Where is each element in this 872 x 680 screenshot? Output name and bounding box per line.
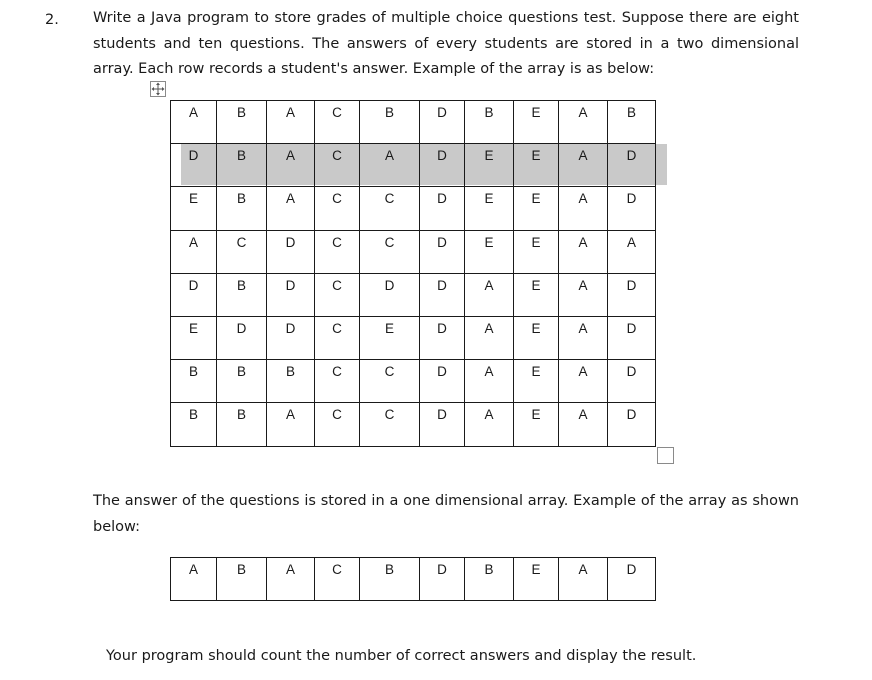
answer-cell[interactable] (171, 144, 217, 187)
answer-cell-text: A (285, 191, 295, 207)
answer-key-cell[interactable] (420, 558, 465, 601)
answer-cell-text: D (626, 320, 637, 336)
answer-cell-text: A (578, 277, 588, 293)
question-paragraph-2: The answer of the questions is stored in a one dimensional array. Example of the array as shown below: (93, 493, 799, 535)
answer-cell-text: A (285, 148, 295, 164)
answer-cell-text: C (332, 148, 342, 164)
answer-cell-text: D (437, 364, 447, 380)
answer-cell-text: D (626, 148, 637, 164)
answer-cell-text: A (188, 105, 198, 120)
answer-key-cell[interactable] (465, 558, 514, 601)
answer-cell[interactable] (267, 144, 315, 187)
question-final-line: Your program should count the number of correct answers and display the result. (106, 648, 697, 664)
answer-cell-text: D (437, 407, 447, 423)
table-row (171, 144, 656, 187)
answer-cell-text: B (626, 105, 636, 120)
question-paragraph-1: Write a Java program to store grades of multiple choice questions test. Suppose there are eight students and ten questions. The answers of every students are stored in a two dimensional array. Each row records a student's answer. Example of the array is as below: (93, 10, 799, 77)
answer-cell-text: E (188, 320, 198, 336)
answer-cell[interactable] (315, 360, 360, 403)
answer-cell-text: C (332, 105, 342, 120)
answer-cell-text: E (531, 407, 541, 423)
answer-key-cell-text: E (531, 562, 541, 577)
answer-cell-text: D (437, 148, 447, 164)
answer-cell[interactable] (514, 316, 559, 359)
answer-cell[interactable] (171, 230, 217, 273)
answer-cell-text: B (236, 277, 246, 293)
answer-cell-text: A (484, 407, 494, 423)
answer-cell-text: C (384, 407, 395, 423)
answer-cell-text: B (188, 364, 198, 380)
answer-cell-text: A (484, 364, 494, 380)
answer-cell[interactable] (267, 273, 315, 316)
answer-key-cell-text: B (236, 562, 246, 577)
answer-cell[interactable] (465, 187, 514, 230)
answer-cell-text: C (236, 234, 247, 250)
answer-key-cell[interactable] (514, 558, 559, 601)
answer-cell-text: E (531, 364, 541, 380)
resize-square-icon[interactable] (657, 447, 674, 464)
answer-cell[interactable] (267, 360, 315, 403)
answer-cell-text: C (384, 191, 395, 207)
answer-cell-text: C (332, 407, 342, 423)
answer-cell[interactable] (465, 316, 514, 359)
answer-cell[interactable] (559, 230, 608, 273)
answer-cell[interactable] (608, 187, 656, 230)
answer-cell-text: B (236, 148, 246, 164)
answer-key-table (170, 557, 656, 601)
answer-cell[interactable] (217, 230, 267, 273)
answer-cell-text: B (384, 105, 394, 120)
answer-key-cell[interactable] (267, 558, 315, 601)
answer-cell[interactable] (559, 360, 608, 403)
answer-cell[interactable] (514, 273, 559, 316)
answer-cell-text: A (578, 364, 588, 380)
answer-key-cell-text: D (626, 562, 637, 577)
answer-key-cell[interactable] (559, 558, 608, 601)
answer-cell-text: C (384, 364, 395, 380)
answer-cell[interactable] (465, 230, 514, 273)
answer-cell[interactable] (217, 273, 267, 316)
answer-cell[interactable] (267, 101, 315, 144)
answer-cell[interactable] (465, 403, 514, 446)
answer-cell-text: E (484, 191, 494, 207)
student-answers-table (170, 100, 656, 447)
answer-cell[interactable] (608, 403, 656, 446)
answer-cell-text: D (437, 191, 447, 207)
answer-cell[interactable] (171, 101, 217, 144)
answer-cell[interactable] (360, 187, 420, 230)
answer-cell[interactable] (608, 144, 656, 187)
answer-cell[interactable] (465, 360, 514, 403)
answer-cell-text: D (384, 277, 395, 293)
answer-cell[interactable] (420, 403, 465, 446)
answer-cell-text: A (188, 234, 198, 250)
answer-cell[interactable] (315, 316, 360, 359)
answer-key-cell-text: B (384, 562, 394, 577)
answer-cell[interactable] (608, 230, 656, 273)
answer-cell-text: D (437, 105, 447, 120)
answer-cell[interactable] (465, 273, 514, 316)
answer-cell-text: A (484, 277, 494, 293)
answer-cell-text: E (531, 148, 541, 164)
answer-key-cell-text: A (285, 562, 295, 577)
answer-cell-text: B (236, 191, 246, 207)
answer-cell[interactable] (171, 316, 217, 359)
answer-cell-text: B (236, 407, 246, 423)
answer-cell-text: E (531, 320, 541, 336)
answer-cell-text: E (531, 234, 541, 250)
answer-key-cell-text: C (332, 562, 342, 577)
question-number: 2. (45, 12, 59, 28)
answer-cell-text: A (578, 191, 588, 207)
answer-cell-text: B (484, 105, 494, 120)
answer-cell-text: A (578, 234, 588, 250)
answer-cell[interactable] (360, 273, 420, 316)
answer-cell-text: B (236, 105, 246, 120)
answer-cell[interactable] (420, 101, 465, 144)
answer-cell[interactable] (267, 187, 315, 230)
answer-cell-text: D (626, 407, 637, 423)
table-row (171, 558, 656, 601)
answer-cell[interactable] (514, 403, 559, 446)
answer-key-cell-text: A (578, 562, 588, 577)
answer-cell[interactable] (267, 316, 315, 359)
table-row (171, 101, 656, 144)
answer-cell-text: B (188, 407, 198, 423)
answer-cell-text: C (384, 234, 395, 250)
answer-key-cell[interactable] (608, 558, 656, 601)
answer-cell-text: A (484, 320, 494, 336)
answer-cell[interactable] (360, 101, 420, 144)
answer-cell-text: D (437, 320, 447, 336)
answer-cell[interactable] (360, 316, 420, 359)
answer-cell-text: E (531, 277, 541, 293)
answer-cell-text: D (285, 320, 296, 336)
answer-cell-text: A (578, 105, 588, 120)
answer-cell[interactable] (360, 403, 420, 446)
answer-cell[interactable] (171, 273, 217, 316)
table-row (171, 403, 656, 446)
answer-cell-text: E (484, 234, 494, 250)
table-row (171, 273, 656, 316)
answer-cell[interactable] (315, 101, 360, 144)
answer-cell-text: D (626, 191, 637, 207)
answer-cell[interactable] (360, 230, 420, 273)
answer-cell[interactable] (514, 144, 559, 187)
answer-cell[interactable] (315, 273, 360, 316)
answer-cell[interactable] (315, 144, 360, 187)
answer-cell-text: E (384, 320, 394, 336)
answer-cell-text: C (332, 364, 342, 380)
answer-cell[interactable] (559, 144, 608, 187)
answer-cell[interactable] (465, 144, 514, 187)
answer-cell[interactable] (217, 316, 267, 359)
answer-cell-text: D (188, 148, 199, 164)
answer-cell-text: D (285, 277, 296, 293)
answer-cell[interactable] (514, 101, 559, 144)
answer-cell[interactable] (465, 101, 514, 144)
answer-cell-text: D (285, 234, 296, 250)
answer-cell[interactable] (171, 187, 217, 230)
answer-cell[interactable] (420, 187, 465, 230)
answer-cell[interactable] (217, 101, 267, 144)
answer-cell[interactable] (267, 230, 315, 273)
answer-key-cell[interactable] (171, 558, 217, 601)
answer-cell[interactable] (559, 101, 608, 144)
answer-cell[interactable] (315, 403, 360, 446)
answer-key-cell[interactable] (217, 558, 267, 601)
answer-cell[interactable] (608, 273, 656, 316)
answer-cell-text: C (332, 191, 342, 207)
answer-cell-text: A (285, 105, 295, 120)
answer-cell[interactable] (608, 360, 656, 403)
table-row (171, 360, 656, 403)
answer-key-cell-text: B (484, 562, 494, 577)
answer-cell[interactable] (315, 230, 360, 273)
answer-cell-text: A (285, 407, 295, 423)
answer-cell[interactable] (420, 273, 465, 316)
answer-cell-text: E (531, 191, 541, 207)
table-row (171, 187, 656, 230)
answer-cell-text: B (236, 364, 246, 380)
answer-cell-text: D (626, 277, 637, 293)
answer-cell-text: C (332, 277, 342, 293)
answer-cell-text: E (484, 148, 494, 164)
four-arrow-move-icon[interactable] (150, 81, 166, 97)
answer-cell[interactable] (559, 316, 608, 359)
answer-cell-text: A (578, 320, 588, 336)
answer-cell[interactable] (559, 403, 608, 446)
answer-cell-text: A (626, 234, 636, 250)
answer-cell-text: D (437, 234, 447, 250)
answer-cell[interactable] (420, 360, 465, 403)
answer-cell[interactable] (217, 403, 267, 446)
answer-cell-text: A (578, 407, 588, 423)
answer-key-cell-text: A (188, 562, 198, 577)
answer-cell[interactable] (315, 187, 360, 230)
answer-cell-text: B (285, 364, 295, 380)
answer-cell[interactable] (360, 144, 420, 187)
answer-cell[interactable] (608, 101, 656, 144)
answer-cell[interactable] (514, 187, 559, 230)
answer-cell-text: D (236, 320, 247, 336)
answer-cell[interactable] (559, 273, 608, 316)
answer-cell[interactable] (267, 403, 315, 446)
answer-cell[interactable] (171, 403, 217, 446)
answer-cell[interactable] (514, 230, 559, 273)
answer-cell[interactable] (608, 316, 656, 359)
answer-cell[interactable] (217, 360, 267, 403)
answer-cell[interactable] (420, 230, 465, 273)
answer-cell-text: E (188, 191, 198, 207)
answer-cell-text: A (578, 148, 588, 164)
answer-cell[interactable] (420, 316, 465, 359)
answer-cell[interactable] (420, 144, 465, 187)
answer-cell-text: D (188, 277, 199, 293)
table-row (171, 230, 656, 273)
answer-cell-text: E (531, 105, 541, 120)
answer-cell-text: D (626, 364, 637, 380)
answer-key-cell[interactable] (315, 558, 360, 601)
answer-cell[interactable] (360, 360, 420, 403)
answer-cell[interactable] (217, 144, 267, 187)
answer-key-cell-text: D (437, 562, 447, 577)
answer-cell-text: D (437, 277, 447, 293)
table-row (171, 316, 656, 359)
answer-cell[interactable] (514, 360, 559, 403)
answer-key-cell[interactable] (360, 558, 420, 601)
answer-cell[interactable] (217, 187, 267, 230)
answer-cell[interactable] (171, 360, 217, 403)
answer-cell[interactable] (559, 187, 608, 230)
answer-cell-text: A (384, 148, 394, 164)
answer-cell-text: C (332, 234, 342, 250)
answer-cell-text: C (332, 320, 342, 336)
